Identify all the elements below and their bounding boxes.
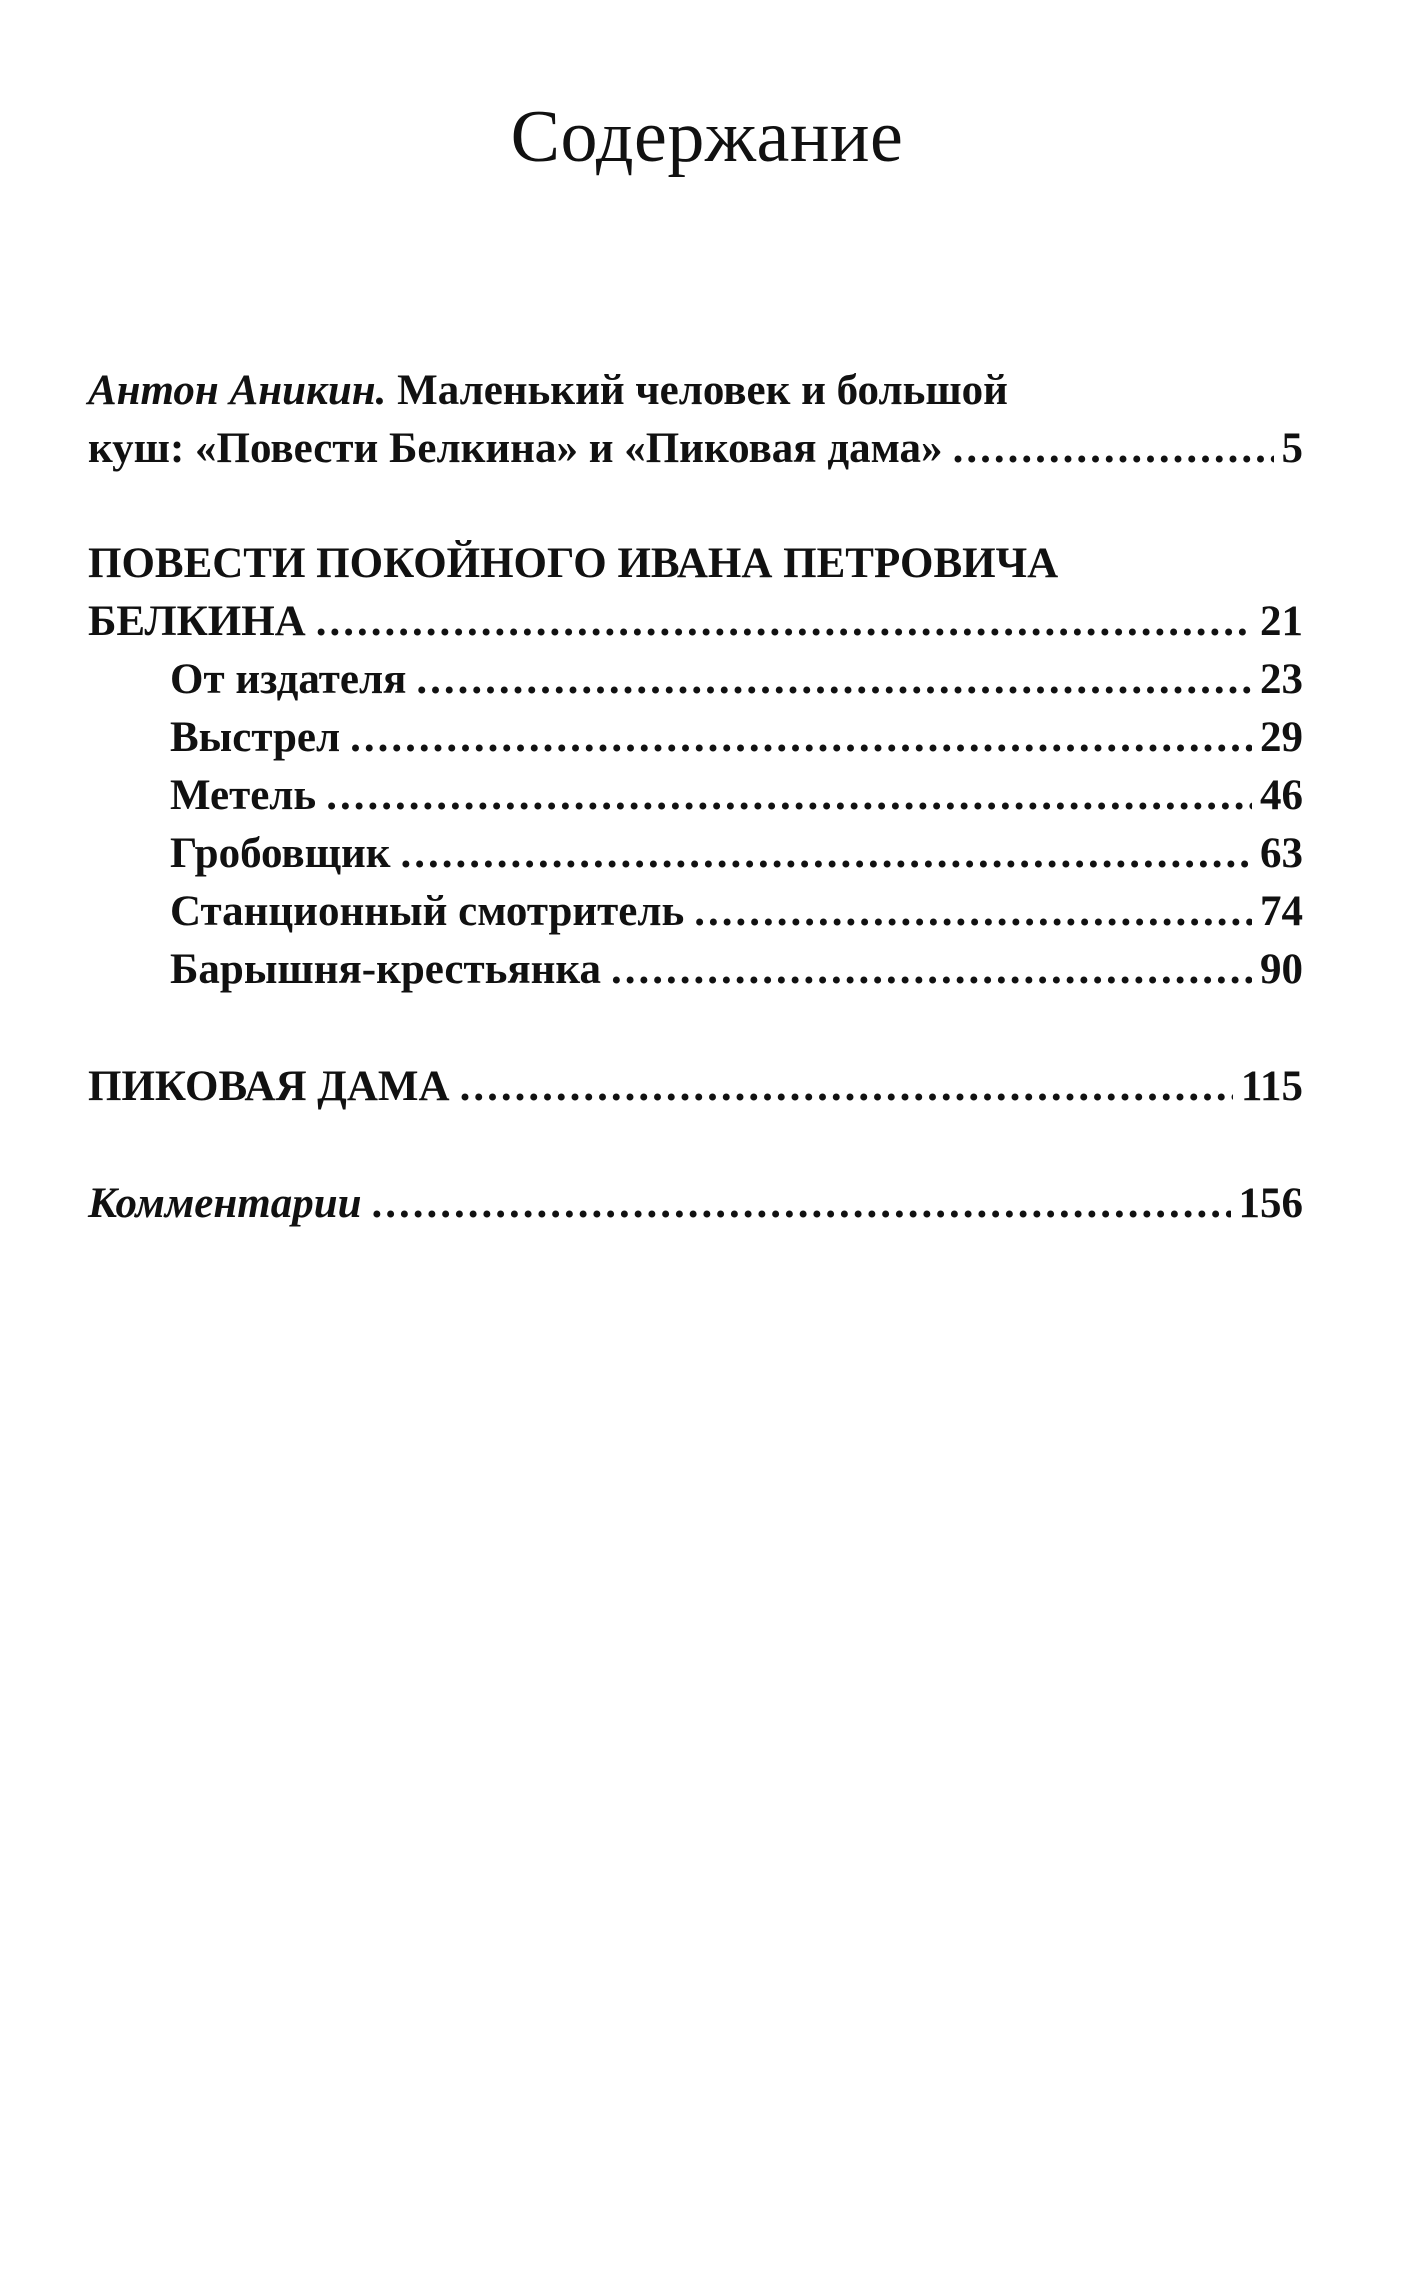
dot-leader <box>316 593 1252 651</box>
dot-leader <box>326 767 1252 825</box>
entry-author: Антон Аникин. <box>88 367 387 414</box>
dot-leader <box>416 651 1252 709</box>
toc-subentry[interactable] <box>88 941 1303 999</box>
dot-leader <box>372 1175 1231 1233</box>
page-title: Содержание <box>510 96 904 178</box>
subentry-title: Барышня-крестьянка <box>170 946 601 993</box>
page-number: 23 <box>1260 656 1303 703</box>
entry-title-line1: Маленький человек и большой <box>397 367 1008 414</box>
dot-leader <box>350 709 1252 767</box>
subentry-title: Метель <box>170 772 317 819</box>
toc-subentry[interactable] <box>88 651 1303 709</box>
toc-subentry[interactable] <box>88 767 1303 825</box>
page-number: 29 <box>1260 714 1303 761</box>
section-title-line2: БЕЛКИНА <box>88 598 306 645</box>
section-title: Комментарии <box>88 1180 362 1227</box>
dot-leader <box>460 1058 1233 1116</box>
toc-subentry[interactable] <box>88 883 1303 941</box>
toc-entry-pikovaya-dama[interactable] <box>88 1058 1303 1116</box>
entry-title-line2: куш: «Повести Белкина» и «Пиковая дама» <box>88 425 943 472</box>
toc-subentry[interactable] <box>88 825 1303 883</box>
page-number: 115 <box>1240 1063 1303 1110</box>
section-title-line1: ПОВЕСТИ ПОКОЙНОГО ИВАНА ПЕТРОВИЧА <box>88 540 1059 587</box>
page-number: 63 <box>1260 830 1303 877</box>
toc-subentry[interactable] <box>88 709 1303 767</box>
toc-entry-belkin[interactable] <box>88 535 1303 651</box>
dot-leader <box>694 883 1252 941</box>
page-number: 90 <box>1260 946 1303 993</box>
section-title: ПИКОВАЯ ДАМА <box>88 1063 450 1110</box>
dot-leader <box>953 420 1274 478</box>
toc-section-belkin <box>88 535 1303 999</box>
page-number: 46 <box>1260 772 1303 819</box>
page-number: 156 <box>1238 1180 1303 1227</box>
toc-entry-comments[interactable] <box>88 1175 1303 1233</box>
page-number: 74 <box>1260 888 1303 935</box>
subentry-title: От издателя <box>170 656 407 703</box>
subentry-title: Станционный смотритель <box>170 888 685 935</box>
page-number: 21 <box>1260 598 1303 645</box>
toc-entry-intro[interactable] <box>88 362 1303 478</box>
subentry-title: Выстрел <box>170 714 341 761</box>
dot-leader <box>611 941 1252 999</box>
dot-leader <box>401 825 1252 883</box>
subentry-title: Гробовщик <box>170 830 391 877</box>
page-number: 5 <box>1281 425 1303 472</box>
